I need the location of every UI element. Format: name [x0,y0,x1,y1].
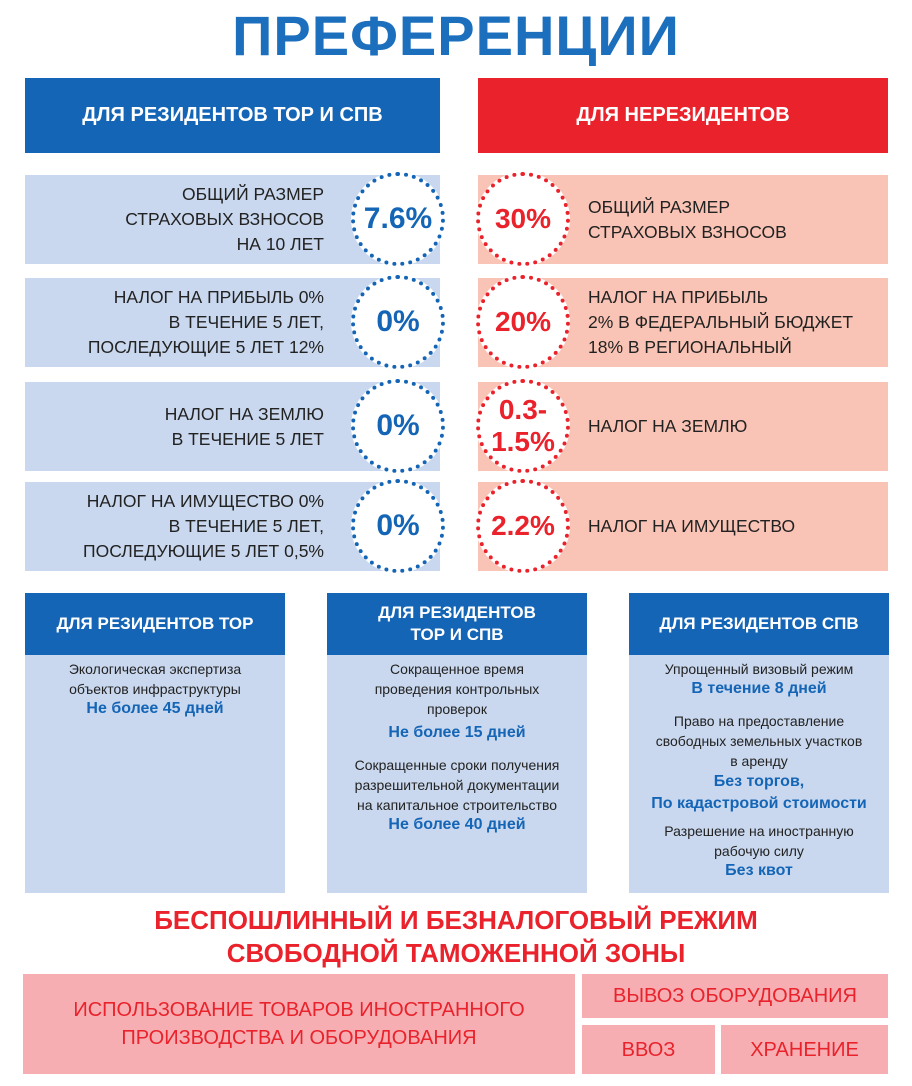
box-tor-item-text: Экологическая экспертиза объектов инфраструктуры [68,661,242,697]
cell-use-foreign-goods: ИСПОЛЬЗОВАНИЕ ТОВАРОВ ИНОСТРАННОГО ПРОИЗВОДСТВА И ОБОРУДОВАНИЯ [23,974,575,1074]
residents-header: ДЛЯ РЕЗИДЕНТОВ ТОР И СПВ [25,78,440,153]
box-tor-spv-item2-text: Сокращенные сроки получения разрешительной документации на капитальное строительство [354,757,560,813]
nonresident-row-insurance: ОБЩИЙ РАЗМЕР СТРАХОВЫХ ВЗНОСОВ [478,175,888,264]
box-spv-header: ДЛЯ РЕЗИДЕНТОВ СПВ [629,593,889,655]
nonresident-land-tax-value: 0.3- 1.5% [476,379,570,473]
page-title: ПРЕФЕРЕНЦИИ [232,4,680,67]
box-tor-item-value: Не более 45 дней [86,700,224,717]
resident-row-profit-tax: НАЛОГ НА ПРИБЫЛЬ 0% В ТЕЧЕНИЕ 5 ЛЕТ, ПОСЛЕДУЮЩИЕ 5 ЛЕТ 12% [25,278,440,367]
box-spv-item2-text: Право на предоставление свободных земельных участков в аренду [655,713,863,769]
nonresident-property-tax-value: 2.2% [476,479,570,573]
resident-insurance-value: 7.6% [351,172,445,266]
resident-row-insurance: ОБЩИЙ РАЗМЕР СТРАХОВЫХ ВЗНОСОВ НА 10 ЛЕТ [25,175,440,264]
resident-row-land-tax: НАЛОГ НА ЗЕМЛЮ В ТЕЧЕНИЕ 5 ЛЕТ [25,382,440,471]
box-tor-spv-item1-text: Сокращенное время проведения контрольных проверок [374,661,540,717]
box-tor-spv [327,593,587,893]
cell-export-equipment: ВЫВОЗ ОБОРУДОВАНИЯ [582,974,888,1018]
box-tor-spv-item2-value: Не более 40 дней [388,816,526,833]
box-spv-item2-value: Без торгов, По кадастровой стоимости [651,773,867,812]
nonresident-row-property-tax: НАЛОГ НА ИМУЩЕСТВО [478,482,888,571]
cell-import: ВВОЗ [582,1025,715,1074]
resident-profit-tax-value: 0% [351,275,445,369]
free-customs-zone-title: БЕСПОШЛИННЫЙ И БЕЗНАЛОГОВЫЙ РЕЖИМ СВОБОДНОЙ ТАМОЖЕННОЙ ЗОНЫ [154,905,758,968]
box-spv-item3-text: Разрешение на иностранную рабочую силу [664,823,854,859]
resident-property-tax-value: 0% [351,479,445,573]
nonresident-insurance-value: 30% [476,172,570,266]
resident-row-property-tax: НАЛОГ НА ИМУЩЕСТВО 0% В ТЕЧЕНИЕ 5 ЛЕТ, ПОСЛЕДУЮЩИЕ 5 ЛЕТ 0,5% [25,482,440,571]
box-tor-header: ДЛЯ РЕЗИДЕНТОВ ТОР [25,593,285,655]
box-spv-item1-text: Упрощенный визовый режим [664,661,854,677]
box-tor-spv-item1-value: Не более 15 дней [388,724,526,741]
box-tor [25,593,285,893]
box-tor-spv-header: ДЛЯ РЕЗИДЕНТОВ ТОР И СПВ [327,593,587,655]
box-spv-item1-value: В течение 8 дней [691,680,827,697]
nonresident-row-profit-tax: НАЛОГ НА ПРИБЫЛЬ 2% В ФЕДЕРАЛЬНЫЙ БЮДЖЕТ 18% В РЕГИОНАЛЬНЫЙ [478,278,888,367]
nonresident-row-land-tax: НАЛОГ НА ЗЕМЛЮ [478,382,888,471]
resident-land-tax-value: 0% [351,379,445,473]
box-spv [629,593,889,893]
nonresidents-header: ДЛЯ НЕРЕЗИДЕНТОВ [478,78,888,153]
nonresident-profit-tax-value: 20% [476,275,570,369]
box-spv-item3-value: Без квот [725,862,793,879]
cell-storage: ХРАНЕНИЕ [721,1025,888,1074]
